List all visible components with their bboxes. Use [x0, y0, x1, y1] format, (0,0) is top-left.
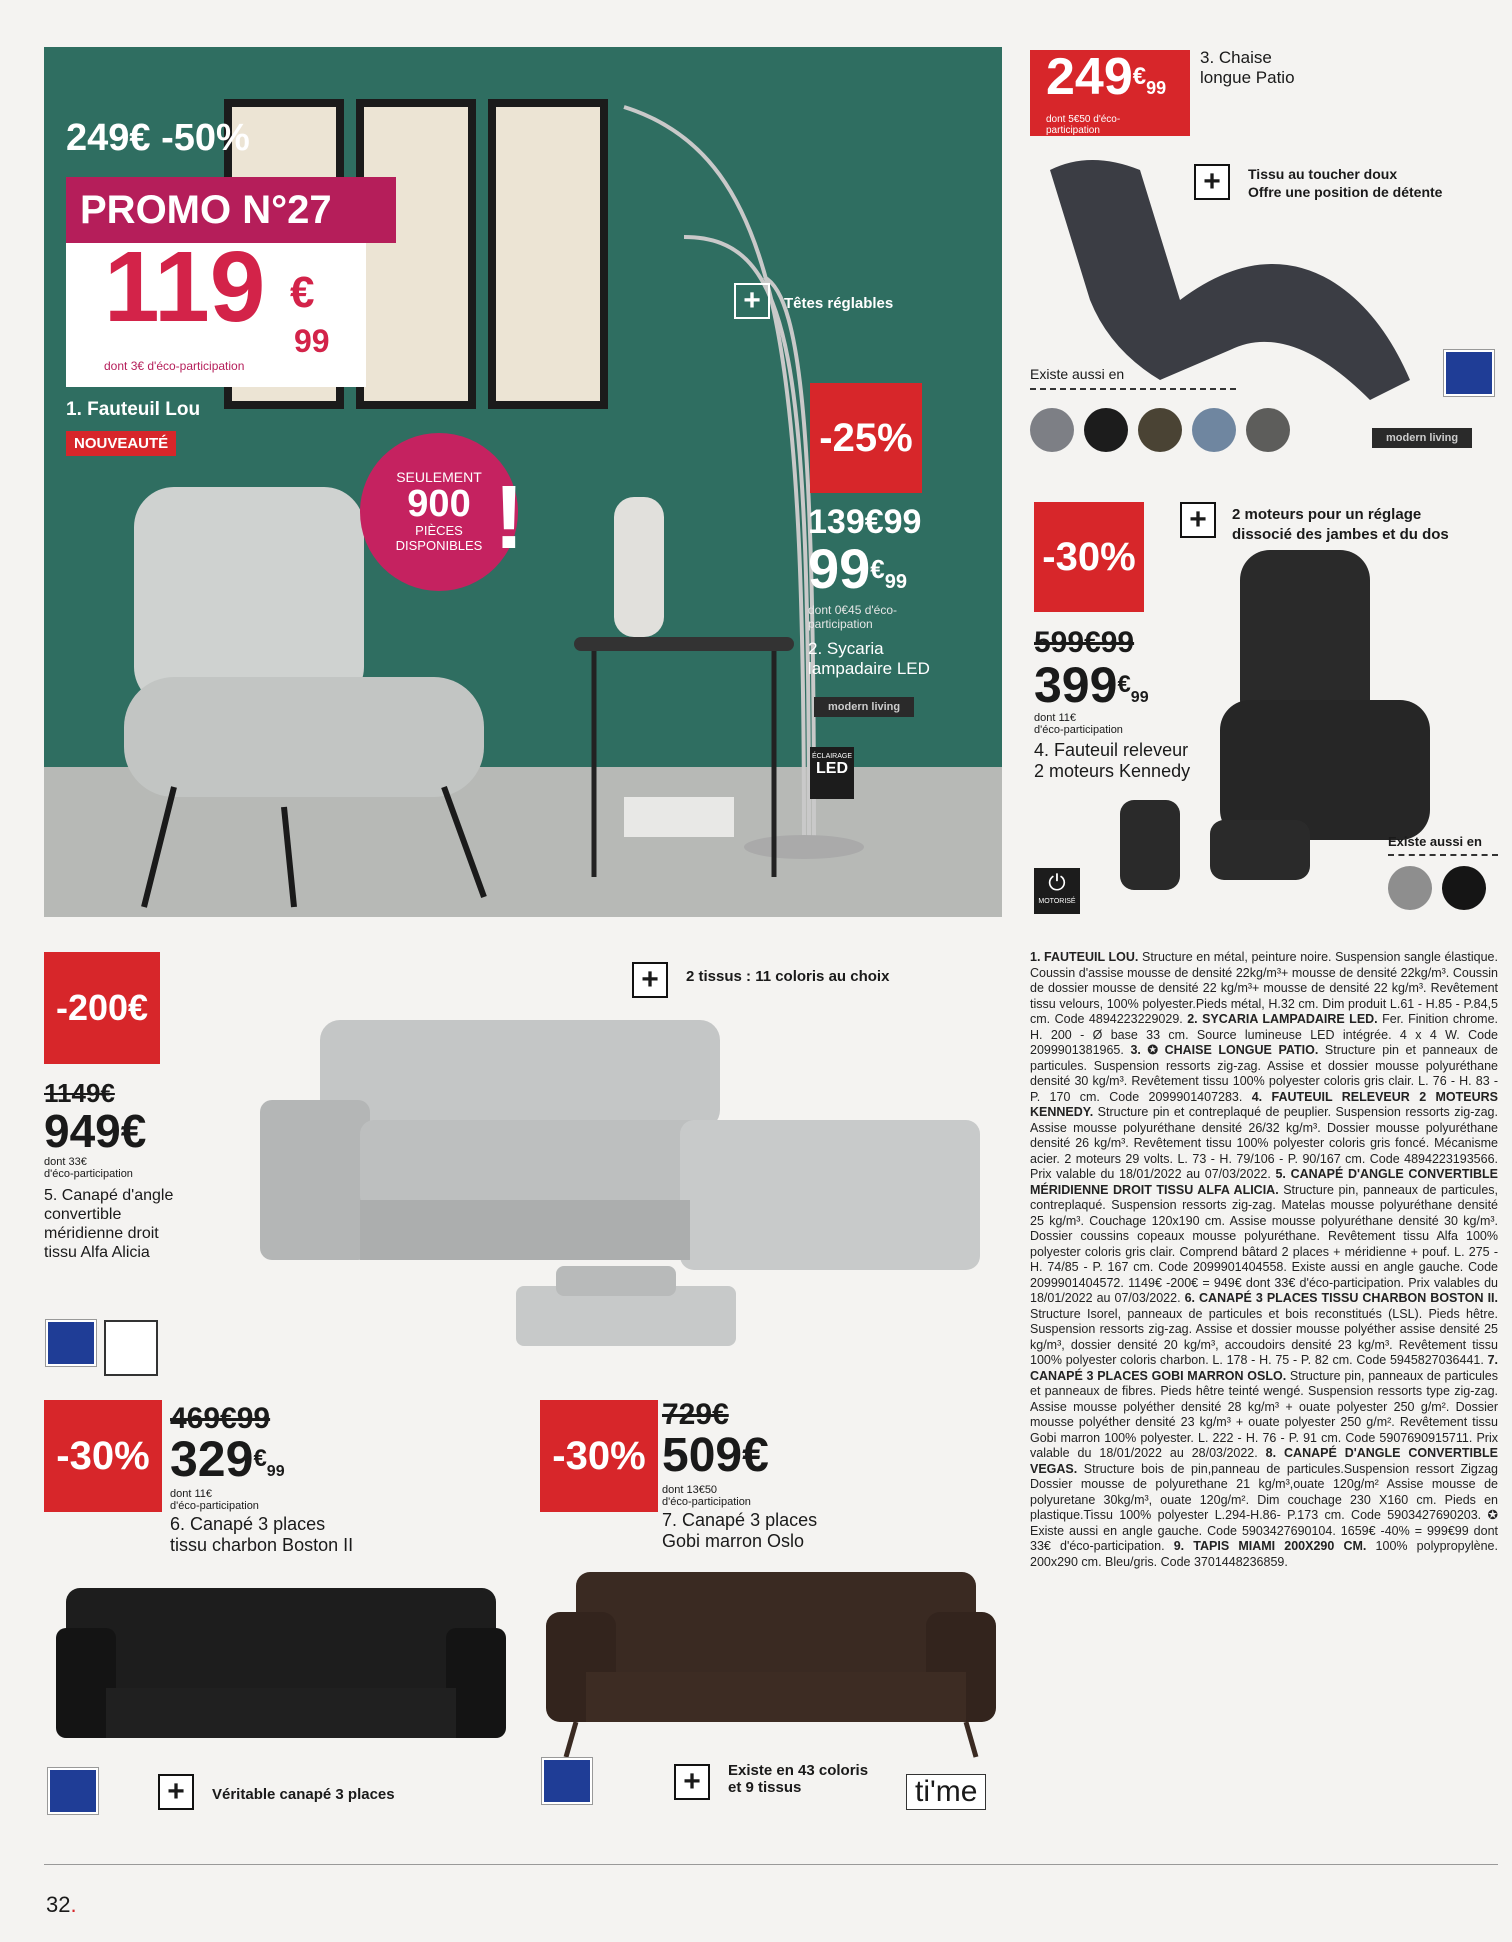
- chaise-feature2: Offre une position de détente: [1248, 184, 1443, 200]
- chaise-name: 3. Chaise longue Patio: [1200, 48, 1295, 87]
- oslo-old-price: 729€: [662, 1398, 729, 1431]
- oslo-price: 509€: [662, 1429, 769, 1482]
- page-number: 32.: [46, 1892, 77, 1917]
- boston-feature: Véritable canapé 3 places: [212, 1786, 395, 1803]
- promo1-old-price: 249€ -50%: [66, 117, 250, 159]
- releveur-feature1: 2 moteurs pour un réglage: [1232, 506, 1422, 523]
- angle-eco: dont 33€ d'éco-participation: [44, 1156, 133, 1180]
- oslo-eco: dont 13€50 d'éco-participation: [662, 1484, 751, 1508]
- plug-icon: ⏻: [1048, 870, 1066, 895]
- product-description: 1. FAUTEUIL LOU. Structure en métal, peinture noire. Suspension sangle élastique. Coussin d'assise mousse de densité 22kg/m³+ mousse de densité 22kg/m³. Coussin de dossier mousse de densité 22 kg/m³+ mousse de densité 22 kg/m³. Revêtement tissu velours, 100% polyester.Pieds métal, H.32 cm. Dim produit L.61 - H.85 - P.84,5 cm. Code 4894223229029. 2. SYCARIA LAMPADAIRE LED. Fer. Finition chrome. H. 200 - Ø base 33 cm. Source lumineuse LED intégrée. 4 x 4 W. Code 2099901381965. 3. ✪ CHAISE LONGUE PATIO. Structure pin et panneaux de particules. Suspension ressorts zig-zag. Assise et dossier mousse polyuréthane densité 30 kg/m³. Revêtement tissu 100% polyester coloris gris clair. L. 76 - H. 83 - P. 170 cm. Code 2099901407283. 4. FAUTEUIL RELEVEUR 2 MOTEURS KENNEDY. Structure pin et contreplaqué de peuplier. Suspension ressorts zig-zag. Assise mousse polyuréthane densité 26/32 kg/m³. Dossier mousse polyuréthane densité 26 kg/m³. Revêtement tissu 100% polyester coloris gris foncé. Mécanisme acier. 2 moteurs 29 volts. L. 73 - H. 79/106 - P. 90/167 cm. Code 4894223193566. Prix valable du 18/01/2022 au 07/03/2022. 5. CANAPÉ D'ANGLE CONVERTIBLE MÉRIDIENNE DROIT TISSU ALFA ALICIA. Structure pin, panneaux de particules, contreplaqué. Suspension ressorts zig-zag. Matelas mousse polyuréthane densité 25 kg/m³. Couchage 120x190 cm. Assise mousse polyuréthane densité 30 kg/m³. Dossier coussins copeaux mousse polyuréthane. Revêtement tissu Alfa 100% polyester coloris gris clair. Comprend bâtard 2 places + méridienne + pouf. L. 275 - H. 74/85 - P. 167 cm. Code 2099901404558. Existe aussi en angle gauche. Code 2099901404572. 1149€ -200€ = 949€ dont 33€ d'éco-participation. Prix valables du 18/01/2022 au 07/03/2022. 6. CANAPÉ 3 PLACES TISSU CHARBON BOSTON II. Structure Isorel, panneaux de particules et bois reconstitués (LSL). Pieds hêtre. Suspension ressorts zig-zag. Assise et dossier mousse polyéther assise densité 25 kg/m³, dossier densité 20 kg/m³, accoudoirs densité 23 kg/m³. Revêtement tissu 100% polyester coloris charbon. L. 178 - H. 75 - P. 82 cm. Code 5945827036441. 7. CANAPÉ 3 PLACES GOBI MARRON OSLO. Structure pin, panneaux de particules et panneaux de fibres. Pieds hêtre teinté wengé. Suspension ressorts type zig-zag. Assise mousse polyéther densité 28 kg/m³ + ouate polyester 250 g/m². Dossier mousse polyéther densité 23 kg/m³ + ouate polyester 250 g/m². Revêtement tissu Gobi marron 100% polyester. L. 222 - H. 76 - P. 91 cm. Code 5907690915711. Prix valable du 18/01/2022 au 28/03/2022. 8. CANAPÉ D'ANGLE CONVERTIBLE VEGAS. Structure bois de pin,panneau de particules.Suspension ressort Zigzag Dossier mousse de polyurethane 21 kg/m³,ouate 120g/m² Assise mousse de polyuretane 30kg/m³, ouate 120g/m². Dim couchage 230 X160 cm. Pieds en plastique.Tissu 100% polyester L.294-H.86- P.173 cm. Code 5903427690203. ✪ Existe aussi en angle gauche. Code 5903427690104. 1659€ -40% = 999€99 dont 33€ d'éco-participation. 9. TAPIS MIAMI 200X290 CM. 100% polypropylène. 200x290 cm. Bleu/gris. Code 3701448236859.: [1030, 950, 1499, 1569]
- eu-made-badge: [542, 1758, 592, 1804]
- plus-icon: +: [734, 283, 770, 319]
- divider: [1388, 854, 1498, 856]
- lamp-discount-tag: -25%: [810, 383, 922, 493]
- plus-icon: +: [158, 1774, 194, 1810]
- releveur-exists-label: Existe aussi en: [1388, 834, 1482, 849]
- angle-name: 5. Canapé d'angle convertible méridienne droit tissu Alfa Alicia: [44, 1187, 174, 1261]
- footer-divider: [44, 1864, 1498, 1865]
- boston-name: 6. Canapé 3 places tissu charbon Boston II: [170, 1514, 354, 1555]
- plus-icon: +: [1194, 164, 1230, 200]
- boston-discount-tag: -30%: [44, 1400, 162, 1512]
- divider: [1030, 388, 1236, 390]
- chaise-price-tag: 249€99 dont 5€50 d'éco-participation: [1030, 50, 1190, 136]
- boston-old-price: 469€99: [170, 1402, 271, 1435]
- boston-sofa-image: [56, 1578, 506, 1758]
- angle-price: 949€: [44, 1105, 147, 1157]
- releveur-old-price: 599€99: [1034, 626, 1135, 659]
- side-table-image: [574, 497, 804, 897]
- convertible-badge: [104, 1320, 158, 1376]
- boston-eco: dont 11€ d'éco-participation: [170, 1488, 259, 1512]
- oslo-feature: Existe en 43 coloris et 9 tissus: [728, 1762, 869, 1796]
- lamp-eco: dont 0€45 d'éco-participation: [808, 603, 898, 631]
- recliner-positions-image: [1110, 800, 1330, 910]
- lamp-price: 99€99: [808, 537, 908, 600]
- lamp-old-price: 139€99: [808, 503, 922, 541]
- wall-frame: [356, 99, 476, 409]
- plus-icon: +: [632, 962, 668, 998]
- sofa-bed-image: [516, 1266, 746, 1356]
- limited-mark: !: [494, 468, 524, 568]
- promo-label: PROMO N°27: [66, 177, 396, 243]
- color-swatch[interactable]: [1246, 408, 1290, 452]
- limited-stock-badge: SEULEMENT 900 PIÈCES DISPONIBLES: [360, 433, 518, 591]
- lamp-name: 2. Sycaria lampadaire LED: [808, 639, 930, 678]
- eu-made-badge: [1444, 350, 1494, 396]
- boston-price: 329€99: [170, 1431, 285, 1487]
- brand-modern-living: modern living: [814, 697, 914, 717]
- releveur-eco: dont 11€ d'éco-participation: [1034, 712, 1123, 736]
- brand-modern-living: modern living: [1372, 428, 1472, 448]
- oslo-name: 7. Canapé 3 places Gobi marron Oslo: [662, 1510, 818, 1551]
- angle-feature: 2 tissus : 11 coloris au choix: [686, 968, 890, 985]
- hero-photo: [44, 47, 1002, 917]
- color-swatch[interactable]: [1442, 866, 1486, 910]
- chaise-feature1: Tissu au toucher doux: [1248, 166, 1398, 182]
- lamp-feature: Têtes réglables: [784, 295, 894, 312]
- releveur-name: 4. Fauteuil releveur 2 moteurs Kennedy: [1034, 740, 1191, 781]
- color-swatch[interactable]: [1388, 866, 1432, 910]
- releveur-discount-tag: -30%: [1034, 502, 1144, 612]
- color-swatch[interactable]: [1192, 408, 1236, 452]
- oslo-sofa-image: [546, 1572, 996, 1762]
- brand-time: ti'me: [906, 1774, 986, 1810]
- color-swatch[interactable]: [1138, 408, 1182, 452]
- chaise-exists-label: Existe aussi en: [1030, 366, 1125, 382]
- color-swatch[interactable]: [1030, 408, 1074, 452]
- wall-frame: [488, 99, 608, 409]
- plus-icon: +: [674, 1764, 710, 1800]
- motor-badge: ⏻ MOTORISÉ: [1034, 868, 1080, 914]
- oslo-discount-tag: -30%: [540, 1400, 658, 1512]
- plus-icon: +: [1180, 502, 1216, 538]
- releveur-feature2: dissocié des jambes et du dos: [1232, 526, 1449, 543]
- promo1-eco: dont 3€ d'éco-participation: [104, 359, 245, 373]
- new-badge: NOUVEAUTÉ: [66, 431, 176, 456]
- eu-made-badge: [48, 1768, 98, 1814]
- led-badge: ÉCLAIRAGE LED: [810, 747, 854, 799]
- promo1-name: 1. Fauteuil Lou: [66, 399, 201, 420]
- angle-discount-tag: -200€: [44, 952, 160, 1064]
- angle-old-price: 1149€: [44, 1078, 115, 1108]
- eu-made-badge: [46, 1320, 96, 1366]
- color-swatch[interactable]: [1084, 408, 1128, 452]
- promo1-price: 119 € 99: [104, 231, 330, 359]
- corner-sofa-image: [250, 1020, 1000, 1280]
- releveur-price: 399€99: [1034, 657, 1149, 713]
